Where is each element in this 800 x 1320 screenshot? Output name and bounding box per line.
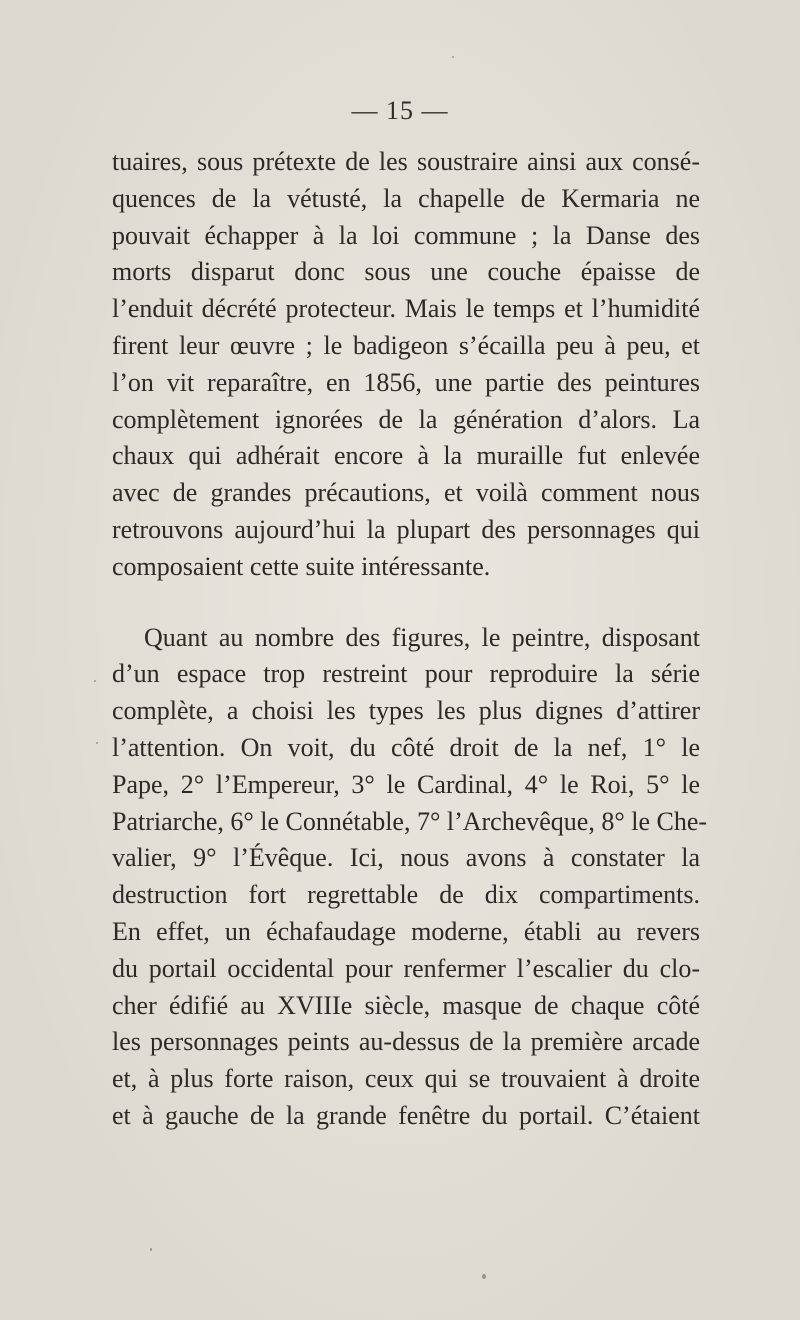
text-line: du portail occidental pour renfermer l’escalier du clo- <box>112 953 700 983</box>
paper-speck <box>452 56 454 58</box>
text-line: et à gauche de la grande fenêtre du portail. C’étaient <box>112 1100 700 1130</box>
text-line: En effet, un échafaudage moderne, établi au revers <box>112 916 700 946</box>
text-line: composaient cette suite intéressante. <box>112 551 491 581</box>
text-line: l’attention. On voit, du côté droit de la nef, 1° le <box>112 732 700 762</box>
text-line: les personnages peints au-dessus de la première arcade <box>112 1027 700 1057</box>
text-line: complète, a choisi les types les plus dignes d’attirer <box>112 696 700 726</box>
paragraph-2 <box>112 620 708 1135</box>
text-line: Quant au nombre des figures, le peintre, disposant <box>144 622 700 652</box>
body-text <box>112 144 708 1135</box>
text-line: cher édifié au XVIIIe siècle, masque de chaque côté <box>112 990 700 1020</box>
text-line: firent leur œuvre ; le badigeon s’écailla peu à peu, et <box>112 330 700 360</box>
text-line: complètement ignorées de la génération d’alors. La <box>112 404 700 434</box>
text-line: Patriarche, 6° le Connétable, 7° l’Archevêque, 8° le Che- <box>112 806 708 836</box>
paragraph-1 <box>112 144 700 586</box>
text-line: quences de la vétusté, la chapelle de Kermaria ne <box>112 183 700 213</box>
text-line: Pape, 2° l’Empereur, 3° le Cardinal, 4° le Roi, 5° le <box>112 769 700 799</box>
text-line: valier, 9° l’Évêque. Ici, nous avons à constater la <box>112 843 700 873</box>
text-line: d’un espace trop restreint pour reproduire la série <box>112 659 700 689</box>
text-line: morts disparut donc sous une couche épaisse de <box>112 257 700 287</box>
paper-speck <box>150 1248 152 1251</box>
paper-speck <box>96 742 98 744</box>
text-line: l’on vit reparaître, en 1856, une partie des peintures <box>112 367 700 397</box>
paper-speck <box>482 1274 486 1279</box>
text-line: et, à plus forte raison, ceux qui se trouvaient à droite <box>112 1064 700 1094</box>
text-line: chaux qui adhérait encore à la muraille fut enlevée <box>112 441 700 471</box>
text-line: destruction fort regrettable de dix compartiments. <box>112 880 700 910</box>
text-line: pouvait échapper à la loi commune ; la Danse des <box>112 220 700 250</box>
text-line: l’enduit décrété protecteur. Mais le temps et l’humidité <box>112 294 700 324</box>
text-line: avec de grandes précautions, et voilà comment nous <box>112 478 700 508</box>
paragraph-gap <box>112 586 700 620</box>
page-number: — 15 — <box>351 96 449 125</box>
text-line: retrouvons aujourd’hui la plupart des personnages qui <box>112 514 700 544</box>
text-line: tuaires, sous prétexte de les soustraire ainsi aux consé- <box>112 147 700 176</box>
paper-speck <box>94 680 96 682</box>
